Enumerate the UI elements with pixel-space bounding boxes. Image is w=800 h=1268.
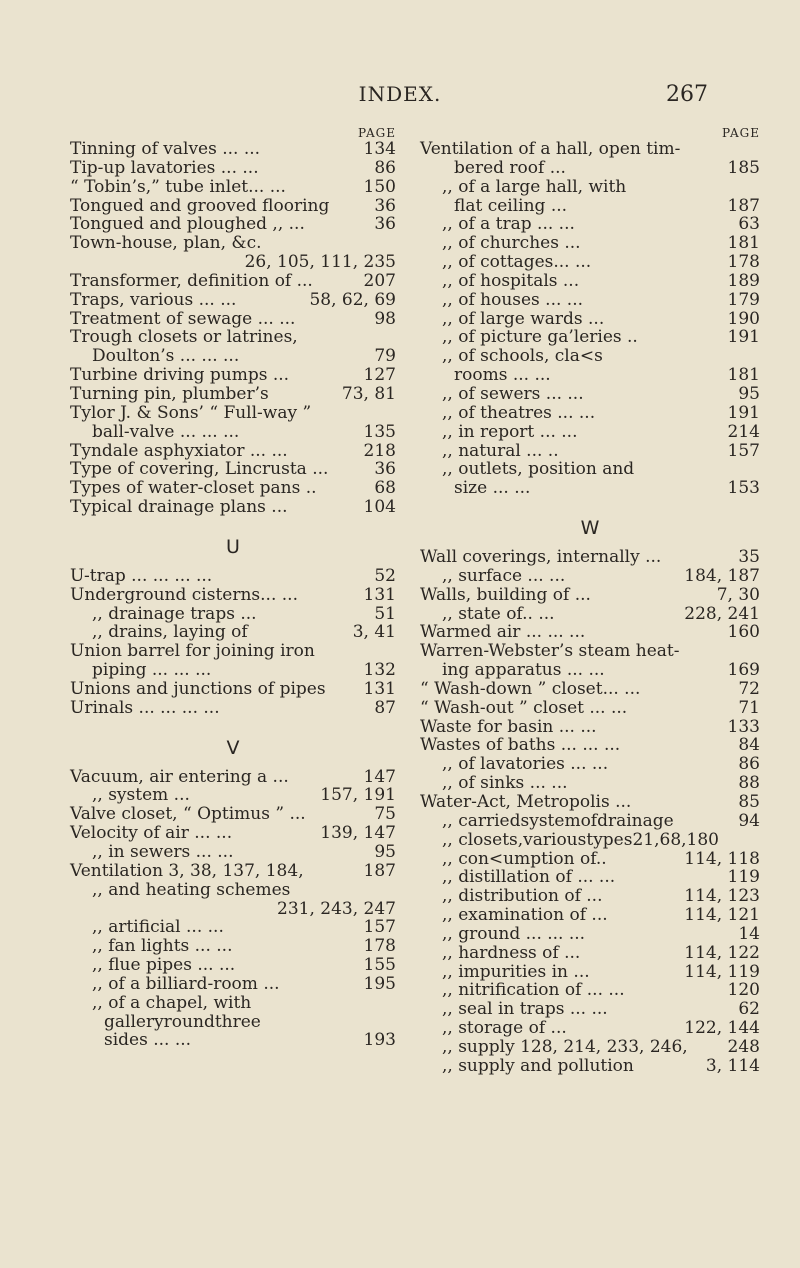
index-entry (70, 586, 396, 605)
index-entry (420, 197, 760, 216)
entry-text: Tyndale asphyxiator ... ... (70, 440, 288, 461)
entry-pages: 131 (363, 678, 396, 699)
index-entry (70, 159, 396, 178)
index-entry (420, 699, 760, 718)
entry-text: ,, of lavatories ... ... (442, 754, 609, 775)
entry-pages: 190 (727, 308, 760, 329)
index-entry (70, 623, 396, 642)
entry-text: Type of covering, Lincrusta ... (70, 459, 329, 480)
index-entry (420, 347, 760, 366)
entry-text: U-trap ... ... ... ... (70, 565, 213, 586)
entry-text: Ventilation 3, 38, 137, 184, (70, 860, 304, 881)
index-entry (420, 623, 760, 642)
entry-pages: 35 (738, 547, 760, 568)
entry-pages: 87 (374, 697, 396, 718)
entry-pages: 3, 41 (352, 622, 396, 643)
entry-pages: 95 (374, 842, 396, 862)
entry-text: Wastes of baths ... ... ... (420, 735, 621, 756)
index-entry (420, 680, 760, 699)
entry-pages: 147 (363, 766, 396, 787)
entry-text: ,, examination of ... (442, 905, 608, 926)
index-entry (70, 291, 396, 310)
section-letter: V (226, 736, 240, 759)
entry-text: ,, of a chapel, with (92, 992, 252, 1013)
entry-text: flat ceiling ... (454, 195, 568, 216)
index-entry (420, 215, 760, 234)
entry-pages: 52 (374, 565, 396, 586)
entry-text: ,, supply and pollution (442, 1055, 634, 1076)
entry-text: ,, drainage traps ... (92, 603, 257, 624)
entry-pages: 122, 144 (684, 1018, 760, 1039)
entry-pages: 7, 30 (716, 584, 760, 605)
index-entry (420, 567, 760, 586)
entry-text: Waste for basin ... ... (420, 716, 597, 737)
section-letter: W (580, 517, 600, 540)
entry-pages: 84 (738, 735, 760, 756)
index-entry (70, 460, 396, 479)
entry-pages: 248 (727, 1036, 760, 1057)
section-spacer (420, 498, 760, 508)
index-entry (420, 812, 760, 831)
index-entry (70, 567, 396, 586)
entry-pages: 88 (738, 773, 760, 794)
entry-text: Tongued and ploughed ,, ... (70, 214, 305, 235)
index-entry (70, 956, 396, 975)
entry-text: Ventilation of a hall, open tim- (420, 139, 681, 159)
entry-pages: 114, 118 (684, 848, 760, 869)
entry-text: ,, storage of ... (442, 1018, 567, 1039)
index-entry (420, 868, 760, 887)
page-title: INDEX. (358, 82, 442, 106)
index-entry (420, 234, 760, 253)
entry-text: Tongued and grooved flooring (70, 195, 330, 216)
index-entry (70, 786, 396, 805)
entry-text: ,, of picture ga’leries .. (442, 327, 638, 348)
index-entry (420, 548, 760, 567)
entry-pages: 231, 243, 247 (277, 898, 396, 919)
entry-pages: 228, 241 (684, 603, 760, 624)
index-entry (70, 253, 396, 272)
entry-text: ,, closets,varioustypes21,68,180 (442, 829, 719, 850)
entry-pages: 157 (363, 917, 396, 938)
index-entry (70, 843, 396, 862)
index-entry (420, 831, 760, 850)
index-entry (70, 680, 396, 699)
entry-pages: 36 (374, 214, 396, 235)
index-entry (420, 925, 760, 944)
entry-pages: 73, 81 (341, 383, 396, 404)
index-entry (420, 963, 760, 982)
entry-pages: 114, 122 (684, 942, 760, 963)
index-entry (70, 937, 396, 956)
entry-pages: 132 (363, 660, 396, 681)
entry-pages: 119 (727, 867, 760, 888)
entry-text: Tylor J. & Sons’ “ Full-way ” (70, 402, 312, 423)
entry-text: Treatment of sewage ... ... (70, 308, 296, 329)
entry-text: ,, state of.. ... (442, 603, 555, 624)
entry-text: ,, of schools, cla<s (442, 346, 603, 367)
entry-pages: 181 (727, 365, 760, 386)
entry-text: “ Wash-out ” closet ... ... (420, 697, 628, 718)
entry-text: Doulton’s ... ... ... (92, 346, 240, 367)
entry-pages: 135 (363, 421, 396, 442)
entry-text: size ... ... (454, 478, 531, 499)
entry-pages: 178 (363, 936, 396, 957)
entry-pages: 155 (363, 955, 396, 976)
entry-text: Wall coverings, internally ... (420, 547, 662, 568)
index-entry (420, 774, 760, 793)
entry-text: ,, in sewers ... ... (92, 842, 234, 862)
entry-pages: 86 (738, 754, 760, 775)
entry-pages: 187 (363, 860, 396, 881)
entry-pages: 3, 114 (705, 1055, 760, 1076)
entry-pages: 191 (727, 402, 760, 423)
index-entry (420, 423, 760, 442)
index-entry (70, 479, 396, 498)
entry-pages: 120 (727, 980, 760, 1001)
index-entry (420, 404, 760, 423)
entry-text: ,, of houses ... ... (442, 289, 584, 310)
index-entry (70, 215, 396, 234)
entry-text: Warren-Webster’s steam heat- (420, 641, 680, 662)
entry-text: “ Tobin’s,” tube inlet... ... (70, 176, 286, 197)
entry-pages: 193 (363, 1030, 396, 1051)
entry-pages: 187 (727, 195, 760, 216)
entry-text: ,, carriedsystemofdrainage (442, 810, 674, 831)
index-entry (420, 310, 760, 329)
entry-pages: 157, 191 (320, 785, 396, 806)
right-column (420, 126, 760, 1076)
index-entry (420, 479, 760, 498)
entry-text: Underground cisterns... ... (70, 584, 298, 605)
entry-text: ,, outlets, position and (442, 459, 635, 480)
section-spacer (70, 517, 396, 527)
entry-text: ,, con<umption of.. (442, 848, 607, 869)
entry-pages: 58, 62, 69 (309, 289, 396, 310)
index-entry (70, 178, 396, 197)
index-entry (420, 718, 760, 737)
entry-pages: 214 (727, 421, 760, 442)
entry-text: ,, nitrification of ... ... (442, 980, 625, 1001)
entry-text: “ Wash-down ” closet... ... (420, 678, 641, 699)
index-entry (420, 586, 760, 605)
index-entry (420, 944, 760, 963)
entry-pages: 62 (738, 999, 760, 1020)
entry-pages: 94 (738, 810, 760, 831)
section-spacer (70, 718, 396, 728)
entry-text: ,, and heating schemes (92, 879, 291, 900)
entry-text: ,, system ... (92, 785, 190, 806)
index-entry (70, 328, 396, 347)
entry-pages: 191 (727, 327, 760, 348)
entry-text: ,, artificial ... ... (92, 917, 224, 938)
entry-pages: 150 (363, 176, 396, 197)
entry-text: ,, surface ... ... (442, 565, 566, 586)
index-entry (70, 900, 396, 919)
entry-pages: 160 (727, 622, 760, 643)
entry-text: sides ... ... (104, 1030, 192, 1051)
entry-pages: 114, 121 (684, 905, 760, 926)
entry-text: Turbine driving pumps ... (70, 365, 290, 386)
entry-text: ,, of hospitals ... (442, 270, 580, 291)
entry-pages: 68 (374, 478, 396, 499)
entry-text: Transformer, definition of ... (70, 270, 313, 291)
entry-text: ,, impurities in ... (442, 961, 590, 982)
entry-text: Tinning of valves ... ... (70, 139, 261, 159)
index-entry (70, 140, 396, 159)
entry-text: ,, drains, laying of (92, 622, 248, 643)
index-entry (420, 140, 760, 159)
entry-pages: 26, 105, 111, 235 (244, 252, 396, 273)
entry-pages: 195 (363, 973, 396, 994)
entry-pages: 51 (374, 603, 396, 624)
entry-text: ,, of sewers ... ... (442, 383, 584, 404)
entry-pages: 63 (738, 214, 760, 235)
index-entry (420, 460, 760, 479)
entry-pages: 179 (727, 289, 760, 310)
entry-pages: 153 (727, 478, 760, 499)
page-column-label: PAGE (358, 126, 396, 140)
entry-text: ,, of a billiard-room ... (92, 973, 280, 994)
index-entry (420, 661, 760, 680)
entry-pages: 181 (727, 233, 760, 254)
index-entry (70, 994, 396, 1013)
index-entry (70, 881, 396, 900)
entry-pages: 127 (363, 365, 396, 386)
entry-text: ball-valve ... ... ... (92, 421, 240, 442)
entry-text: Traps, various ... ... (70, 289, 237, 310)
entry-text: ,, of large wards ... (442, 308, 605, 329)
entry-pages: 71 (738, 697, 760, 718)
entry-pages: 139, 147 (320, 823, 396, 844)
index-entry (70, 347, 396, 366)
entry-text: ,, flue pipes ... ... (92, 955, 236, 976)
index-entry (70, 197, 396, 216)
entry-text: ,, supply 128, 214, 233, 246, (442, 1036, 688, 1057)
entry-text: ,, seal in traps ... ... (442, 999, 608, 1020)
entry-pages: 75 (374, 804, 396, 825)
entry-pages: 131 (363, 584, 396, 605)
entry-pages: 85 (738, 792, 760, 812)
entry-text: Vacuum, air entering a ... (70, 766, 289, 787)
entry-text: ,, of theatres ... ... (442, 402, 596, 423)
entry-pages: 72 (738, 678, 760, 699)
index-entry (70, 805, 396, 824)
index-entry (420, 1019, 760, 1038)
entry-pages: 184, 187 (684, 565, 760, 586)
index-entry (420, 1000, 760, 1019)
index-entry (420, 328, 760, 347)
entry-pages: 104 (363, 497, 396, 518)
index-entry (70, 768, 396, 787)
index-entry (70, 642, 396, 661)
index-entry (420, 291, 760, 310)
index-entry (70, 661, 396, 680)
index-entry (70, 366, 396, 385)
index-entry (420, 366, 760, 385)
entry-text: rooms ... ... (454, 365, 551, 386)
index-entry (70, 234, 396, 253)
index-entry (420, 605, 760, 624)
index-entry (420, 385, 760, 404)
entry-pages: 134 (363, 139, 396, 159)
entry-pages: 157 (727, 440, 760, 461)
entry-text: Turning pin, plumber’s (70, 383, 269, 404)
entry-pages: 178 (727, 252, 760, 273)
entry-pages: 169 (727, 660, 760, 681)
index-entry (420, 906, 760, 925)
index-entry (420, 736, 760, 755)
index-entry (70, 498, 396, 517)
index-entry (70, 442, 396, 461)
entry-text: Types of water-closet pans .. (70, 478, 317, 499)
entry-text: galleryroundthree (104, 1011, 261, 1032)
index-entry (70, 1031, 396, 1050)
entry-pages: 36 (374, 195, 396, 216)
entry-text: Union barrel for joining iron (70, 641, 315, 662)
entry-pages: 114, 119 (684, 961, 760, 982)
left-column (70, 126, 396, 1050)
page-number: 267 (666, 82, 708, 107)
entry-pages: 14 (738, 923, 760, 944)
index-entry (70, 404, 396, 423)
index-entry (70, 862, 396, 881)
entry-text: Town-house, plan, &c. (70, 233, 262, 254)
index-entry (70, 699, 396, 718)
entry-text: ,, of cottages... ... (442, 252, 592, 273)
index-entry (70, 824, 396, 843)
index-entry (420, 755, 760, 774)
index-entry (70, 385, 396, 404)
entry-text: Water-Act, Metropolis ... (420, 792, 632, 812)
entry-text: ,, distillation of ... ... (442, 867, 616, 888)
index-entry (70, 310, 396, 329)
entry-pages: 86 (374, 157, 396, 178)
index-entry (420, 887, 760, 906)
entry-pages: 218 (363, 440, 396, 461)
entry-pages: 185 (727, 157, 760, 178)
index-entry (70, 423, 396, 442)
entry-text: Tip-up lavatories ... ... (70, 157, 259, 178)
entry-text: ,, of a large hall, with (442, 176, 627, 197)
entry-text: Walls, building of ... (420, 584, 591, 605)
entry-text: Warmed air ... ... ... (420, 622, 586, 643)
entry-text: Typical drainage plans ... (70, 497, 288, 518)
index-entry (420, 1038, 760, 1057)
index-entry (70, 975, 396, 994)
index-entry (70, 272, 396, 291)
entry-pages: 207 (363, 270, 396, 291)
index-entry (420, 793, 760, 812)
index-entry (420, 253, 760, 272)
entry-text: ,, of a trap ... ... (442, 214, 575, 235)
entry-text: ,, natural ... .. (442, 440, 559, 461)
index-entry (420, 642, 760, 661)
entry-text: ,, hardness of ... (442, 942, 581, 963)
index-entry (70, 1013, 396, 1032)
index-entry (420, 272, 760, 291)
entry-text: ,, in report ... ... (442, 421, 578, 442)
entry-text: Urinals ... ... ... ... (70, 697, 220, 718)
entry-text: Trough closets or latrines, (70, 327, 298, 348)
index-entry (70, 918, 396, 937)
entry-text: ,, distribution of ... (442, 886, 603, 907)
index-entry (420, 981, 760, 1000)
entry-text: piping ... ... ... (92, 660, 212, 681)
index-entry (420, 178, 760, 197)
entry-text: ,, of churches ... (442, 233, 581, 254)
entry-text: ,, ground ... ... ... (442, 923, 586, 944)
entry-pages: 189 (727, 270, 760, 291)
page-column-label: PAGE (722, 126, 760, 140)
entry-pages: 114, 123 (684, 886, 760, 907)
page-header (0, 82, 800, 112)
entry-text: Valve closet, “ Optimus ” ... (70, 804, 306, 825)
entry-pages: 133 (727, 716, 760, 737)
entry-text: Unions and junctions of pipes (70, 678, 326, 699)
entry-text: ,, fan lights ... ... (92, 936, 233, 957)
index-entry (420, 1057, 760, 1076)
entry-text: bered roof ... (454, 157, 566, 178)
entry-text: ,, of sinks ... ... (442, 773, 568, 794)
index-entry (420, 850, 760, 869)
entry-pages: 95 (738, 383, 760, 404)
entry-text: ing apparatus ... ... (442, 660, 605, 681)
entry-pages: 98 (374, 308, 396, 329)
index-entry (420, 159, 760, 178)
index-entry (420, 442, 760, 461)
entry-pages: 36 (374, 459, 396, 480)
section-letter: U (226, 535, 240, 558)
entry-pages: 79 (374, 346, 396, 367)
entry-text: Velocity of air ... ... (70, 823, 233, 844)
index-entry (70, 605, 396, 624)
